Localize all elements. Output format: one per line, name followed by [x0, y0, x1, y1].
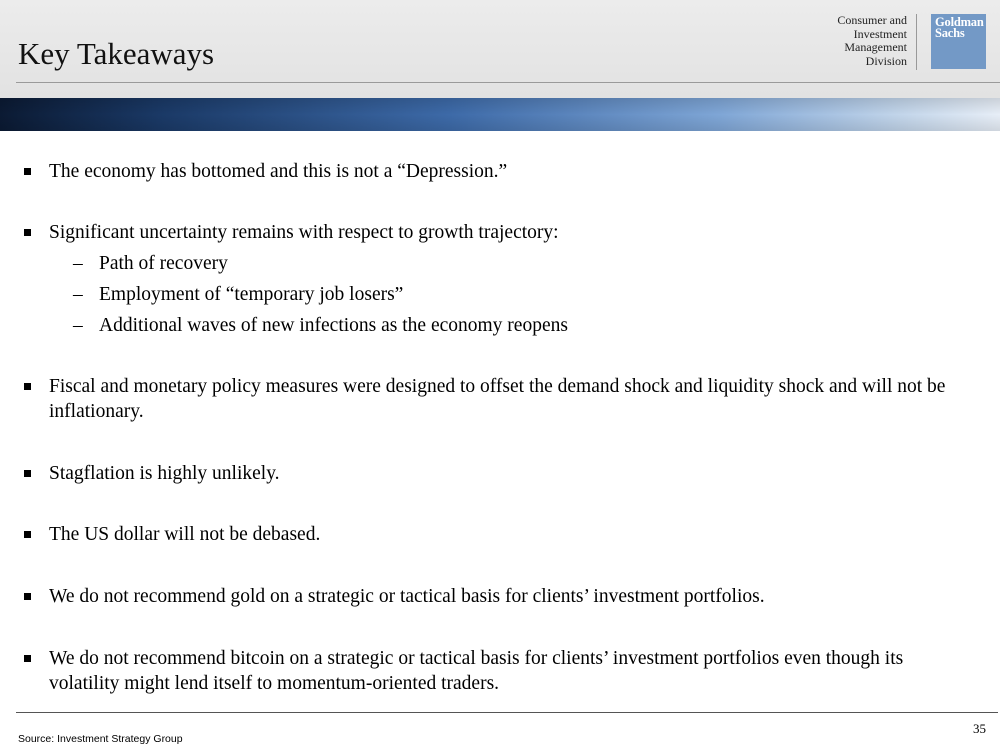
- sub-bullet-item: [73, 282, 959, 307]
- bullet-item: [49, 522, 974, 547]
- gradient-band-shade: [0, 98, 1000, 131]
- source-note: Source: Investment Strategy Group: [18, 733, 183, 745]
- bullet-text: The US dollar will not be debased.: [49, 524, 321, 545]
- sub-bullet-text: Employment of “temporary job losers”: [99, 284, 404, 305]
- bullet-text: The economy has bottomed and this is not a “Depression.”: [49, 161, 508, 182]
- bullet-square-icon: [24, 655, 31, 662]
- bullet-square-icon: [24, 593, 31, 600]
- page-number: 35: [973, 721, 986, 736]
- bullet-text: We do not recommend bitcoin on a strategic or tactical basis for clients’ investment portfolios even though its volatility might lend itself to momentum-oriented traders.: [49, 648, 904, 694]
- bullet-square-icon: [24, 168, 31, 175]
- bullet-square-icon: [24, 383, 31, 390]
- division-line: Division: [865, 53, 907, 68]
- bullet-square-icon: [24, 229, 31, 236]
- sub-bullet-text: Path of recovery: [99, 253, 228, 274]
- goldman-sachs-logo: [931, 14, 986, 69]
- bullet-item: [49, 159, 974, 184]
- division-line: Management: [844, 40, 907, 54]
- bullet-text: Stagflation is highly unlikely.: [49, 463, 280, 484]
- bullet-square-icon: [24, 470, 31, 477]
- division-line: Investment: [853, 26, 907, 41]
- division-label: [767, 14, 907, 68]
- bullet-item: [49, 374, 974, 424]
- logo-line: Goldman: [935, 15, 984, 29]
- dash-icon: –: [73, 253, 83, 274]
- header-divider: [916, 14, 917, 70]
- bullet-item: [49, 584, 974, 609]
- bullet-item: [49, 646, 974, 696]
- sub-bullet-item: [73, 313, 959, 338]
- footer-rule: [16, 712, 998, 713]
- bullet-item: [49, 220, 974, 245]
- bullet-text: Fiscal and monetary policy measures were designed to offset the demand shock and liquidity shock and will not be inflationary.: [49, 376, 946, 422]
- bullet-item: [49, 461, 974, 486]
- bullet-text: We do not recommend gold on a strategic or tactical basis for clients’ investment portfolios.: [49, 586, 765, 607]
- header-rule: [16, 82, 1000, 83]
- slide-header: [0, 0, 1000, 98]
- division-line: Consumer and: [837, 13, 907, 27]
- sub-bullet-item: [73, 251, 959, 276]
- sub-bullet-text: Additional waves of new infections as the economy reopens: [99, 315, 568, 336]
- bullet-text: Significant uncertainty remains with respect to growth trajectory:: [49, 222, 559, 243]
- dash-icon: –: [73, 284, 83, 305]
- page-title: Key Takeaways: [18, 36, 215, 71]
- dash-icon: –: [73, 315, 83, 336]
- logo-line: Sachs: [935, 26, 965, 40]
- bullet-square-icon: [24, 531, 31, 538]
